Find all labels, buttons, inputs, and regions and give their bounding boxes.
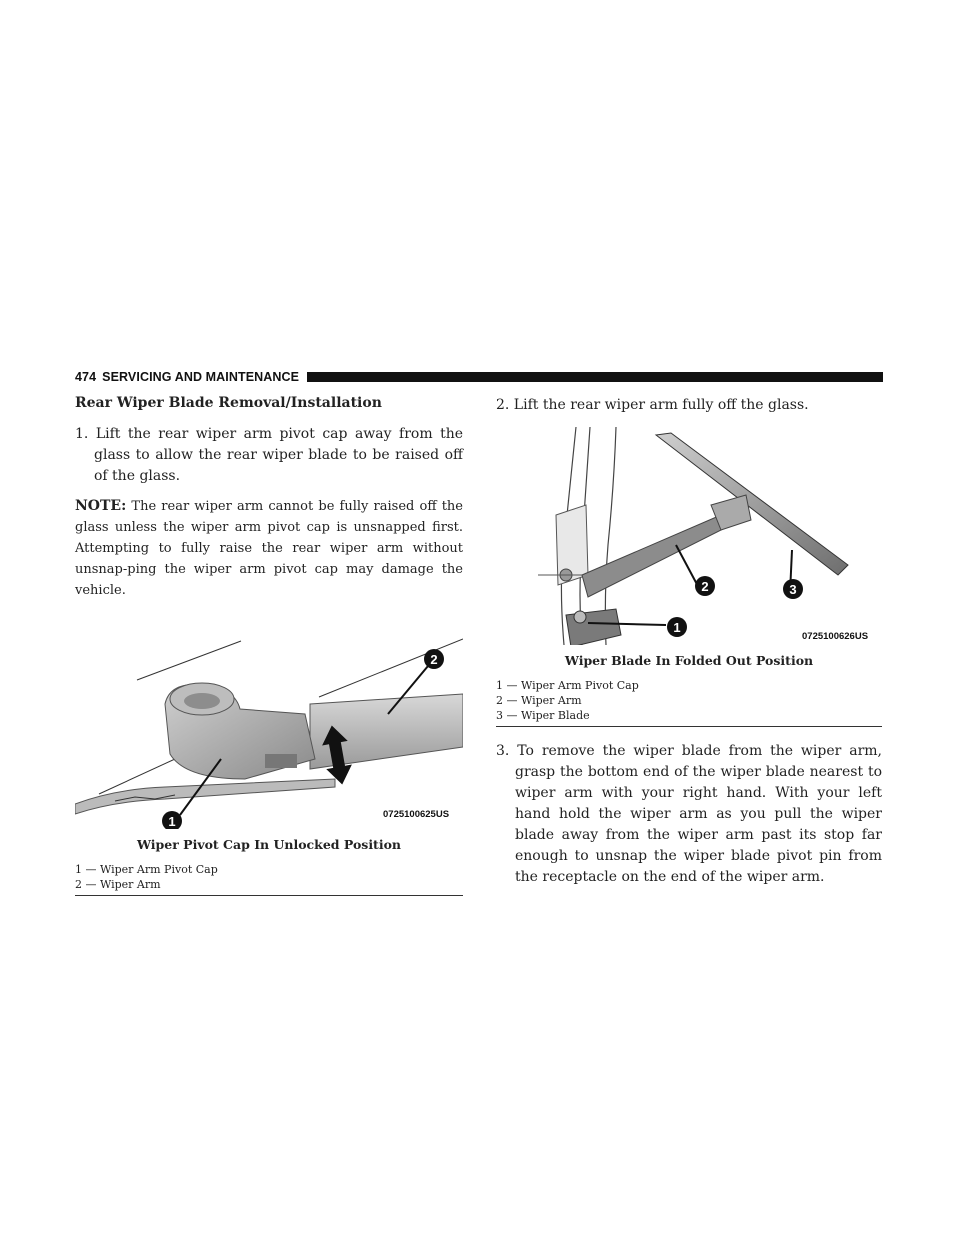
figure-code: 0725100625US	[383, 809, 450, 820]
header-rule	[307, 372, 883, 382]
callout-2: 2	[701, 579, 709, 594]
legend-item: 1 — Wiper Arm Pivot Cap	[75, 863, 218, 876]
right-column	[496, 393, 882, 897]
callout-1: 1	[168, 814, 176, 829]
figure-caption: Wiper Blade In Folded Out Position	[564, 653, 814, 668]
legend-item: 2 — Wiper Arm	[496, 694, 582, 707]
note-text: The rear wiper arm cannot be fully raised off the glass unless the wiper arm pivot cap is unsnapped first. Attempting to fully raise the rear wiper arm without unsnap-ping the wiper arm pivot cap may damage the vehicle.	[75, 499, 463, 598]
legend-item: 3 — Wiper Blade	[496, 709, 590, 722]
legend-item: 1 — Wiper Arm Pivot Cap	[496, 679, 639, 692]
folded-out-illustration	[496, 425, 882, 645]
callout-1: 1	[673, 620, 681, 635]
page-number: 474	[75, 370, 97, 384]
callout-3: 3	[789, 582, 797, 597]
legend-item: 2 — Wiper Arm	[75, 878, 161, 891]
figure-pivot-cap	[75, 629, 463, 896]
section-title: SERVICING AND MAINTENANCE	[102, 370, 300, 384]
step-1: 1. Lift the rear wiper arm pivot cap away from the glass to allow the rear wiper blade to be raised off of the glass.	[75, 426, 463, 484]
figure-legend	[496, 678, 882, 727]
note	[75, 496, 463, 601]
section-heading: Rear Wiper Blade Removal/Installation	[75, 395, 382, 411]
left-column	[75, 393, 463, 896]
figure-folded-out	[496, 425, 882, 727]
callout-2: 2	[430, 652, 438, 667]
figure-legend	[75, 862, 463, 896]
running-header	[75, 369, 883, 385]
figure-caption: Wiper Pivot Cap In Unlocked Position	[136, 837, 402, 852]
step-3: 3. To remove the wiper blade from the wiper arm, grasp the bottom end of the wiper blade nearest to wiper arm with your right hand. With your left hand hold the wiper arm as you pull the wiper blade away from the wiper arm past its stop far enough to unsnap the wiper blade pivot pin from the receptacle on the end of the wiper arm.	[496, 743, 882, 885]
note-label: NOTE:	[75, 498, 127, 514]
pivot-cap-illustration	[75, 629, 463, 829]
figure-code: 0725100626US	[802, 631, 869, 642]
step-2: 2. Lift the rear wiper arm fully off the glass.	[496, 397, 809, 413]
